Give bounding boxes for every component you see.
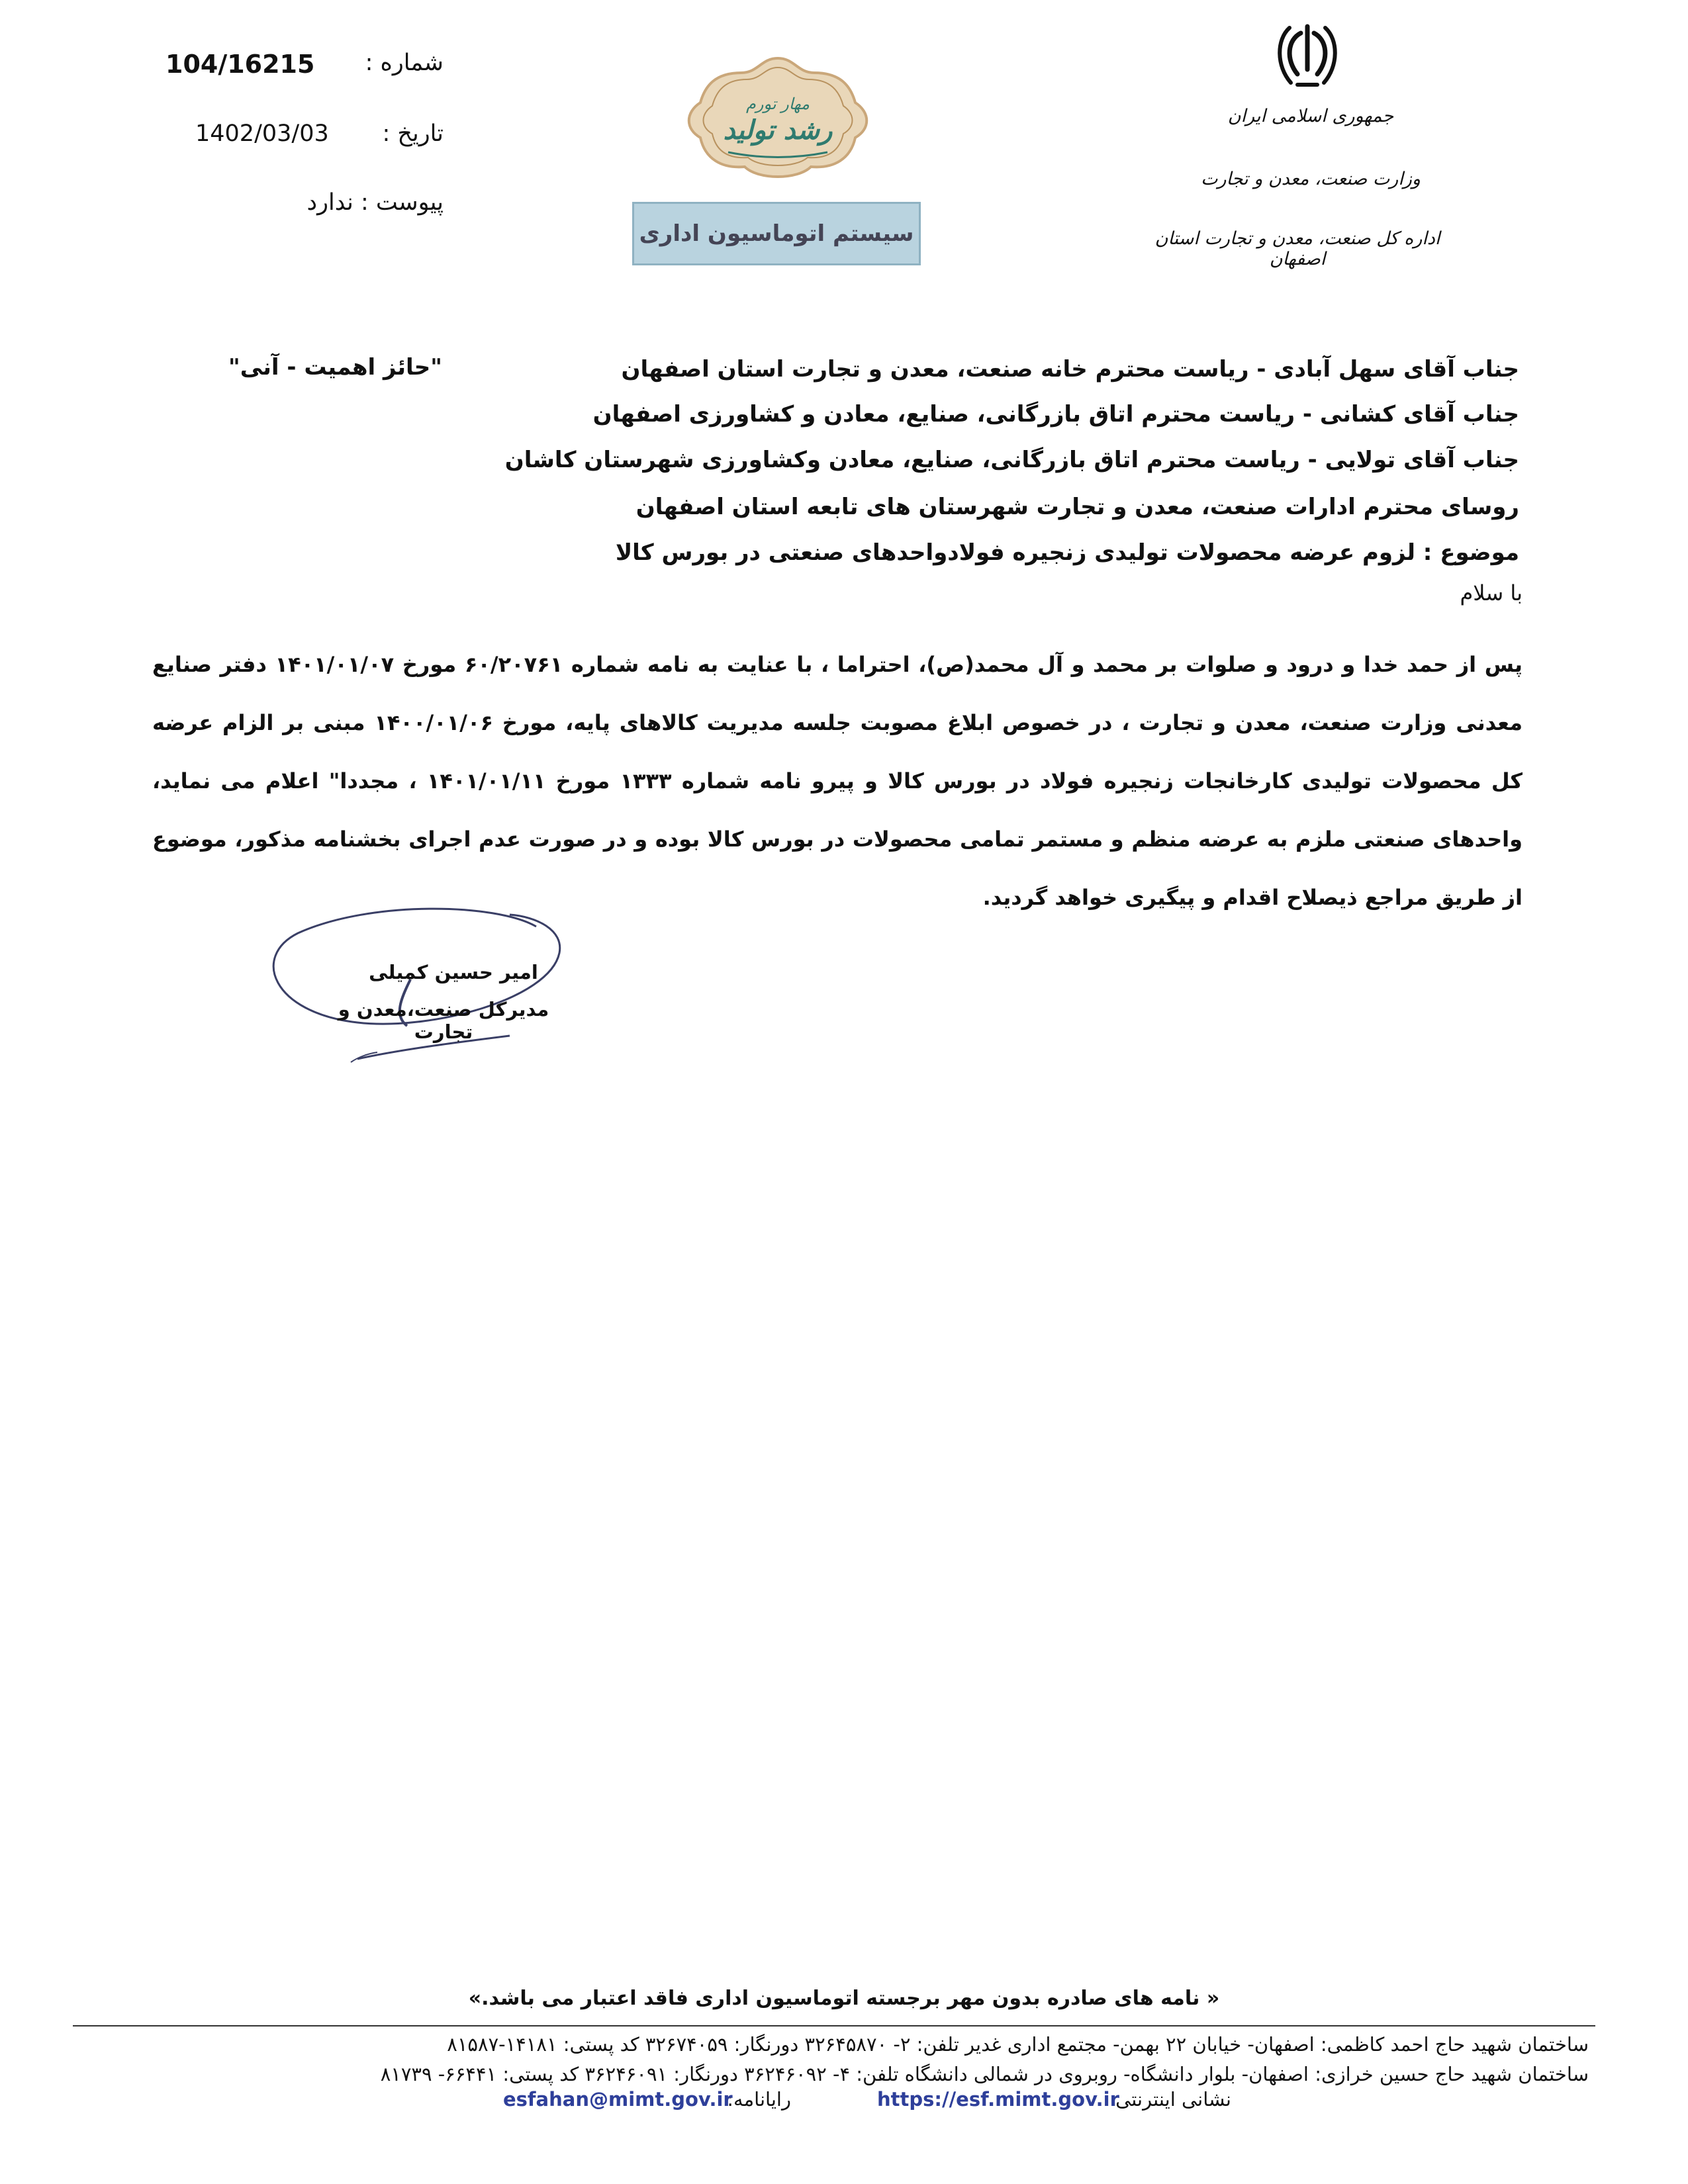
attachment-value: ندارد bbox=[306, 189, 353, 216]
footer-address-kazemi: ساختمان شهید حاج احمد کاظمی: اصفهان- خیابان ۲۲ بهمن- مجتمع اداری غدیر تلفن: ۲- ۳۲۶۴۵۸۷۰ دورنگار: ۳۲۶۷۴۰۵۹ کد پستی: ۱۴۱۸۱-۸۱۵۸۷ bbox=[447, 2033, 1589, 2056]
letter-subject: موضوع : لزوم عرضه محصولات تولیدی زنجیره فولادواحدهای صنعتی در بورس کالا bbox=[615, 539, 1519, 566]
letter-number-label: شماره : bbox=[365, 50, 444, 76]
signatory-name: امیر حسین کمیلی bbox=[369, 961, 538, 983]
recipient-line: جناب آقای سهل آبادی - ریاست محترم خانه صنعت، معدن و تجارت استان اصفهان bbox=[621, 356, 1519, 383]
footer-divider bbox=[73, 2025, 1595, 2026]
attachment-label: پیوست : bbox=[361, 189, 444, 216]
org-line-ministry: وزارت صنعت، معدن و تجارت bbox=[1201, 169, 1421, 189]
seal-slogan-top: مهار تورم bbox=[746, 95, 810, 113]
recipient-line: جناب آقای کشانی - ریاست محترم اتاق بازرگانی، صنایع، معادن و کشاورزی اصفهان bbox=[592, 401, 1519, 428]
urgency-label: "حائز اهمیت - آنی" bbox=[228, 354, 442, 381]
handwritten-signature bbox=[258, 900, 576, 1072]
footer-website-link[interactable]: https://esf.mimt.gov.ir bbox=[877, 2088, 1119, 2111]
footer-website-label: نشانی اینترنتی : bbox=[1103, 2088, 1231, 2111]
recipient-line: روسای محترم ادارات صنعت، معدن و تجارت شهرستان های تابعه استان اصفهان bbox=[635, 494, 1519, 520]
letter-number-value: 104/16215 bbox=[165, 50, 315, 79]
greeting: با سلام bbox=[1460, 580, 1523, 606]
letter-date-value: 1402/03/03 bbox=[195, 120, 329, 147]
seal-slogan-main: رشد تولید bbox=[723, 114, 833, 146]
letter-body: پس از حمد خدا و درود و صلوات بر محمد و آل محمد(ص)، احتراما ، با عنایت به نامه شماره ۶۰/۲۰۷۶۱ مورخ ۱۴۰۱/۰۱/۰۷ دفتر صنایع معدنی وزارت صنعت، معدن و تجارت ، در خصوص ابلاغ مصوبت جلسه مدیریت کالاهای پایه، مورخ ۱۴۰۰/۰۱/۰۶ مبنی بر الزام عرضه کل محصولات تولیدی کارخانجات زنجیره فولاد در بورس کالا و پیرو نامه شماره ۱۳۳۳ مورخ ۱۴۰۱/۰۱/۱۱ ، مجددا" اعلام می نماید، واحدهای صنعتی ملزم به عرضه منظم و مستمر تمامی محصولات در بورس کالا بوده و در صورت عدم اجرای بخشنامه مذکور، موضوع از طریق مراجع ذیصلاح اقدام و پیگیری خواهد گردید. bbox=[152, 652, 1523, 910]
iran-emblem-icon bbox=[1271, 20, 1344, 93]
recipient-line: جناب آقای تولایی - ریاست محترم اتاق بازرگانی، صنایع، معادن وکشاورزی شهرستان کاشان bbox=[504, 447, 1519, 473]
office-automation-badge: سیستم اتوماسیون اداری bbox=[632, 202, 921, 265]
letter-date-label: تاریخ : bbox=[382, 120, 444, 147]
attachment-row bbox=[132, 189, 444, 216]
org-line-provincial-office: اداره کل صنعت، معدن و تجارت استان اصفهان bbox=[1154, 228, 1440, 269]
footer-address-kharazi: ساختمان شهید حاج حسین خرازی: اصفهان- بلوار دانشگاه- روبروی در شمالی دانشگاه تلفن: ۴- ۳۶۲۴۶۰۹۲ دورنگار: ۳۶۲۴۶۰۹۱ کد پستی: ۶۶۴۴۱- ۸۱۷۳۹ bbox=[380, 2063, 1589, 2085]
org-line-republic: جمهوری اسلامی ایران bbox=[1227, 106, 1394, 126]
signatory-title: مدیرکل صنعت،معدن و تجارت bbox=[338, 998, 549, 1043]
footer-email-label: رایانامه: bbox=[727, 2088, 791, 2111]
footer-email-link[interactable]: esfahan@mimt.gov.ir bbox=[503, 2088, 733, 2111]
year-slogan-seal bbox=[682, 53, 874, 185]
footer-validity-note: « نامه های صادره بدون مهر برجسته اتوماسیون اداری فاقد اعتبار می باشد.» bbox=[468, 1987, 1220, 2010]
